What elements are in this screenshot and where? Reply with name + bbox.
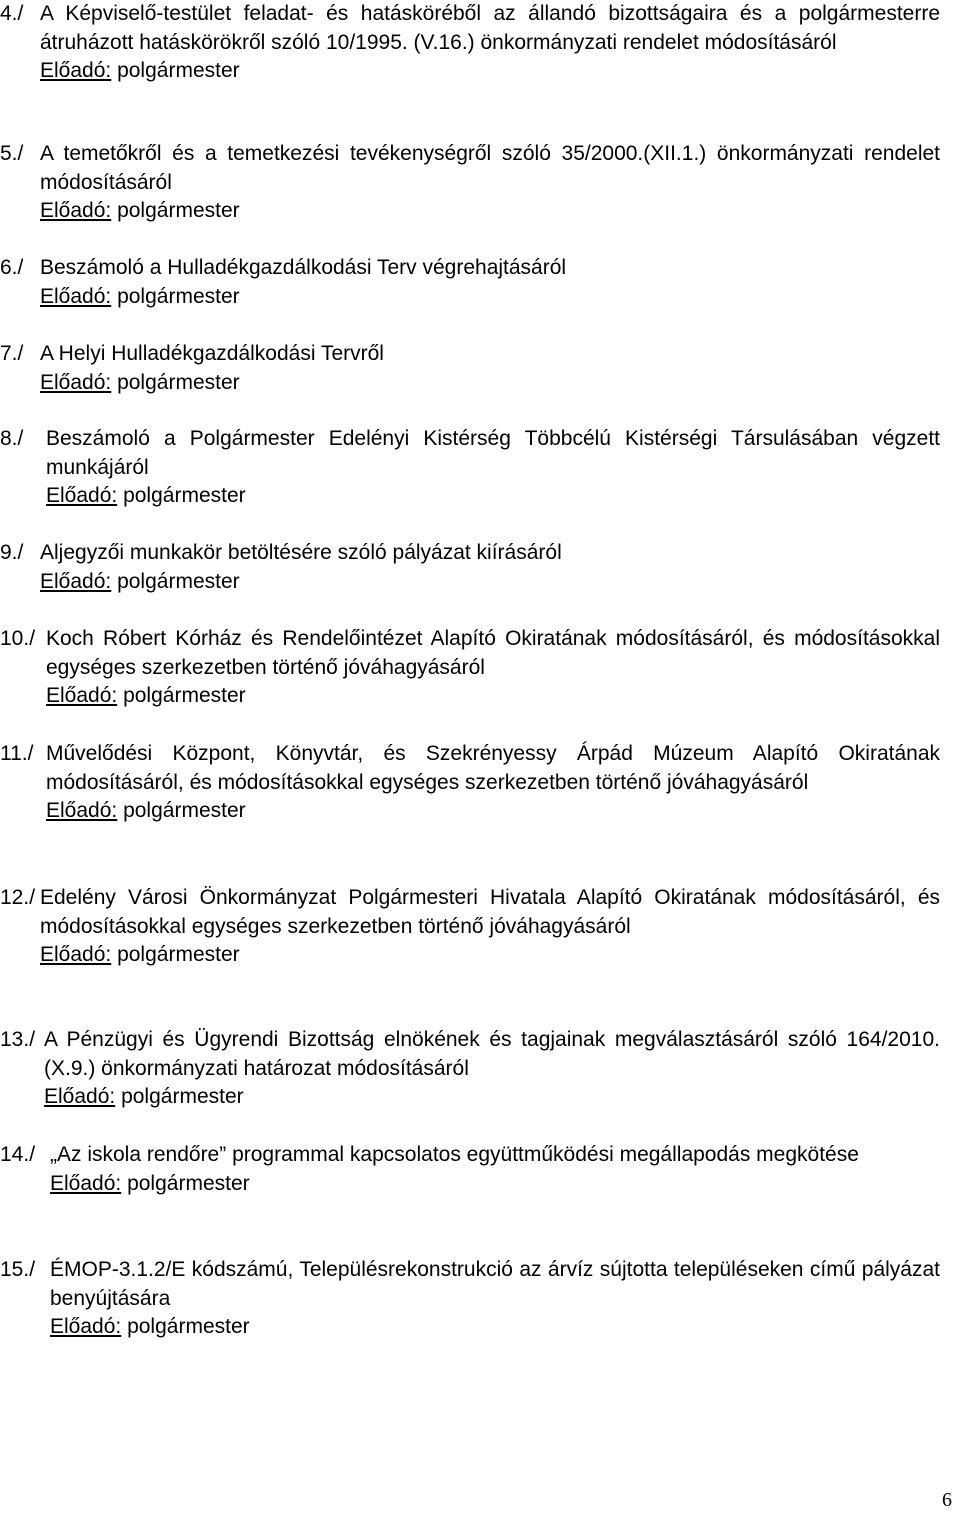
- item-number: 6./: [0, 256, 24, 279]
- item-number: 14./: [0, 1143, 36, 1166]
- presenter-line: [0, 482, 940, 511]
- item-title: Művelődési Központ, Könyvtár, és Szekrényessy Árpád Múzeum Alapító Okiratának módosításáról, és módosításokkal egységes szerkezetben történő jóváhagyásáról: [46, 742, 940, 794]
- presenter-line: [0, 1170, 940, 1199]
- presenter-label: Előadó:: [40, 569, 112, 593]
- presenter-label: Előadó:: [44, 1085, 116, 1109]
- item-number: 13./: [0, 1028, 36, 1051]
- item-title: Beszámoló a Hulladékgazdálkodási Terv végrehajtásáról: [40, 256, 567, 279]
- agenda-item-8: [0, 425, 940, 511]
- item-title: A Képviselő-testület feladat- és hatásköréből az állandó bizottságaira és a polgármesterre átruházott hatáskörökről szóló 10/1995. (V.16.) önkormányzati rendelet módosításáról: [40, 2, 940, 54]
- presenter-name: polgármester: [117, 59, 240, 83]
- presenter-name: polgármester: [127, 1171, 250, 1195]
- agenda-item-5: [0, 140, 940, 226]
- presenter-line: [0, 57, 940, 86]
- agenda-item-15: [0, 1256, 940, 1342]
- item-title: A Helyi Hulladékgazdálkodási Tervről: [40, 342, 384, 365]
- presenter-name: polgármester: [117, 569, 240, 593]
- presenter-line: [0, 197, 940, 226]
- presenter-line: [0, 797, 940, 826]
- item-number: 8./: [0, 427, 24, 450]
- item-title: Edelény Városi Önkormányzat Polgármesteri Hivatala Alapító Okiratának módosításáról, és módosításokkal egységes szerkezetben történő jóváhagyásáról: [40, 886, 940, 938]
- item-title: A temetőkről és a temetkezési tevékenységről szóló 35/2000.(XII.1.) önkormányzati rendelet módosításáról: [40, 142, 940, 194]
- agenda-item-12: [0, 884, 940, 970]
- item-title: Beszámoló a Polgármester Edelényi Kistérség Többcélú Kistérségi Társulásában végzett munkájáról: [46, 427, 940, 479]
- agenda-item-7: [0, 340, 940, 397]
- presenter-name: polgármester: [123, 799, 246, 823]
- item-number: 7./: [0, 342, 24, 365]
- presenter-label: Előadó:: [40, 943, 112, 967]
- presenter-line: [0, 283, 940, 312]
- agenda-item-14: [0, 1141, 940, 1198]
- presenter-line: [0, 941, 940, 970]
- item-number: 4./: [0, 2, 24, 25]
- item-number: 12./: [0, 886, 36, 909]
- item-number: 9./: [0, 541, 24, 564]
- presenter-label: Előadó:: [40, 284, 112, 308]
- page-number: 6: [942, 1489, 952, 1511]
- item-number: 5./: [0, 142, 24, 165]
- agenda-item-9: [0, 539, 940, 596]
- presenter-name: polgármester: [117, 199, 240, 223]
- presenter-name: polgármester: [123, 684, 246, 708]
- agenda-item-4: [0, 0, 940, 86]
- presenter-label: Előadó:: [40, 370, 112, 394]
- presenter-line: [0, 369, 940, 398]
- presenter-name: polgármester: [123, 484, 246, 508]
- presenter-name: polgármester: [117, 284, 240, 308]
- agenda-item-13: [0, 1026, 940, 1112]
- item-number: 15./: [0, 1258, 36, 1281]
- item-title: „Az iskola rendőre” programmal kapcsolatos együttműködési megállapodás megkötése: [50, 1143, 859, 1166]
- presenter-label: Előadó:: [46, 799, 118, 823]
- agenda-item-10: [0, 625, 940, 711]
- item-title: ÉMOP-3.1.2/E kódszámú, Településrekonstrukció az árvíz sújtotta településeken című pályázat benyújtására: [50, 1258, 940, 1310]
- presenter-name: polgármester: [117, 370, 240, 394]
- presenter-name: polgármester: [127, 1315, 250, 1339]
- item-title: Koch Róbert Kórház és Rendelőintézet Alapító Okiratának módosításáról, és módosításokkal egységes szerkezetben történő jóváhagyásáról: [46, 627, 940, 679]
- item-number: 10./: [0, 627, 36, 650]
- agenda-item-6: [0, 254, 940, 311]
- presenter-line: [0, 1313, 940, 1342]
- presenter-label: Előadó:: [40, 199, 112, 223]
- presenter-label: Előadó:: [46, 684, 118, 708]
- presenter-name: polgármester: [121, 1085, 244, 1109]
- presenter-line: [0, 682, 940, 711]
- presenter-label: Előadó:: [40, 59, 112, 83]
- item-title: A Pénzügyi és Ügyrendi Bizottság elnökének és tagjainak megválasztásáról szóló 164/2010.(X.9.) önkormányzati határozat módosításáról: [44, 1028, 940, 1080]
- presenter-name: polgármester: [117, 943, 240, 967]
- item-title: Aljegyzői munkakör betöltésére szóló pályázat kiírásáról: [40, 541, 562, 564]
- presenter-label: Előadó:: [50, 1171, 122, 1195]
- presenter-line: [0, 1083, 940, 1112]
- presenter-line: [0, 568, 940, 597]
- item-number: 11./: [0, 742, 34, 765]
- agenda-item-11: [0, 740, 940, 826]
- presenter-label: Előadó:: [50, 1315, 122, 1339]
- presenter-label: Előadó:: [46, 484, 118, 508]
